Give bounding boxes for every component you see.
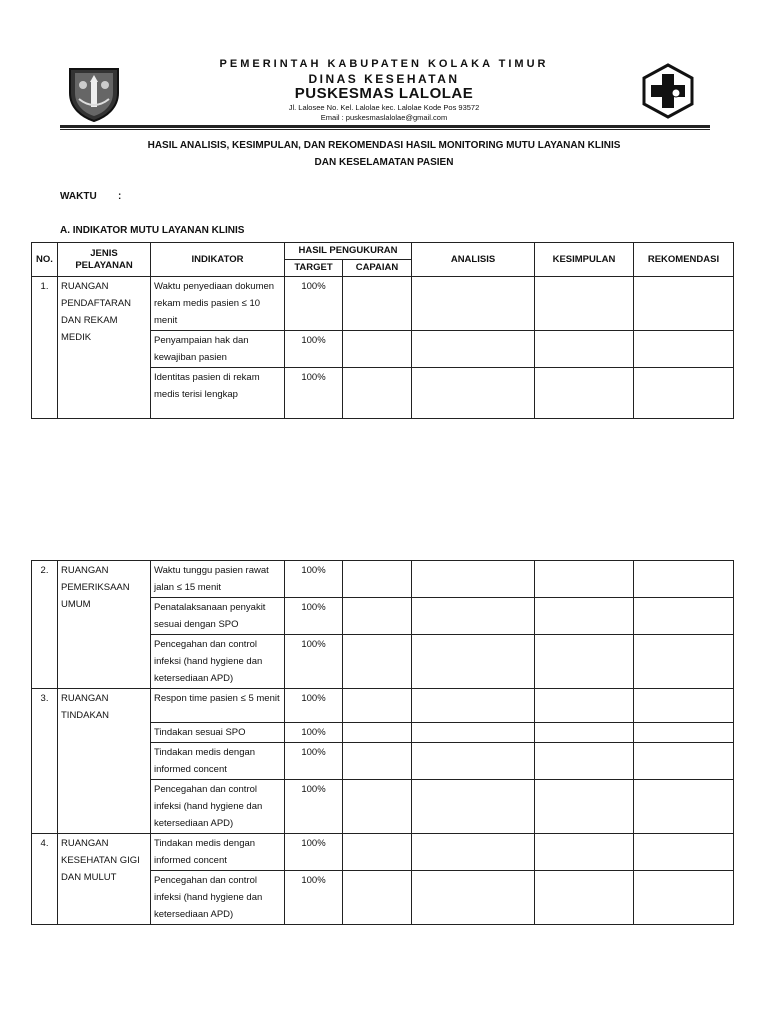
row-indikator: Pencegahan dan control infeksi (hand hygiene dan ketersediaan APD): [151, 635, 285, 689]
header-kesimpulan: KESIMPULAN: [535, 243, 634, 277]
indicator-table-part2: [31, 560, 734, 925]
row-no: 1.: [32, 277, 58, 419]
row-capaian[interactable]: [343, 723, 412, 743]
row-target: 100%: [285, 723, 343, 743]
row-kesimpulan[interactable]: [535, 635, 634, 689]
row-kesimpulan[interactable]: [535, 689, 634, 723]
row-indikator: Penatalaksanaan penyakit sesuai dengan SPO: [151, 598, 285, 635]
row-target: 100%: [285, 743, 343, 780]
row-target: 100%: [285, 368, 343, 419]
row-kesimpulan[interactable]: [535, 561, 634, 598]
row-rekomendasi[interactable]: [634, 598, 734, 635]
row-capaian[interactable]: [343, 561, 412, 598]
row-indikator: Tindakan sesuai SPO: [151, 723, 285, 743]
row-rekomendasi[interactable]: [634, 780, 734, 834]
row-kesimpulan[interactable]: [535, 598, 634, 635]
row-no: 3.: [32, 689, 58, 834]
row-indikator: Waktu penyediaan dokumen rekam medis pasien ≤ 10 menit: [151, 277, 285, 331]
row-rekomendasi[interactable]: [634, 871, 734, 925]
row-capaian[interactable]: [343, 871, 412, 925]
row-rekomendasi[interactable]: [634, 743, 734, 780]
row-target: 100%: [285, 780, 343, 834]
header-government: PEMERINTAH KABUPATEN KOLAKA TIMUR: [219, 58, 549, 70]
row-rekomendasi[interactable]: [634, 723, 734, 743]
row-target: 100%: [285, 635, 343, 689]
row-target: 100%: [285, 331, 343, 368]
row-no: 2.: [32, 561, 58, 689]
row-rekomendasi[interactable]: [634, 689, 734, 723]
row-indikator: Tindakan medis dengan informed concent: [151, 743, 285, 780]
row-target: 100%: [285, 834, 343, 871]
header-no: NO.: [32, 243, 58, 277]
header-address: Jl. Lalosee No. Kel. Lalolae kec. Lalolae Kode Pos 93572: [288, 103, 480, 112]
row-capaian[interactable]: [343, 277, 412, 331]
row-no: 4.: [32, 834, 58, 925]
row-target: 100%: [285, 598, 343, 635]
row-analisis[interactable]: [412, 871, 535, 925]
row-analisis[interactable]: [412, 834, 535, 871]
row-target: 100%: [285, 871, 343, 925]
row-kesimpulan[interactable]: [535, 723, 634, 743]
row-indikator: Penyampaian hak dan kewajiban pasien: [151, 331, 285, 368]
row-analisis[interactable]: [412, 743, 535, 780]
row-indikator: Tindakan medis dengan informed concent: [151, 834, 285, 871]
row-capaian[interactable]: [343, 780, 412, 834]
row-capaian[interactable]: [343, 834, 412, 871]
row-analisis[interactable]: [412, 331, 535, 368]
row-jenis-pelayanan: RUANGAN PENDAFTARAN DAN REKAM MEDIK: [58, 277, 151, 419]
row-indikator: Waktu tunggu pasien rawat jalan ≤ 15 menit: [151, 561, 285, 598]
row-capaian[interactable]: [343, 689, 412, 723]
indicator-table-part1: [31, 242, 734, 419]
row-kesimpulan[interactable]: [535, 277, 634, 331]
row-indikator: Identitas pasien di rekam medis terisi lengkap: [151, 368, 285, 419]
row-analisis[interactable]: [412, 598, 535, 635]
header-institution: PUSKESMAS LALOLAE: [294, 85, 474, 102]
row-kesimpulan[interactable]: [535, 780, 634, 834]
row-capaian[interactable]: [343, 368, 412, 419]
header-analisis: ANALISIS: [412, 243, 535, 277]
row-rekomendasi[interactable]: [634, 368, 734, 419]
header-rekomendasi: REKOMENDASI: [634, 243, 734, 277]
row-indikator: Respon time pasien ≤ 5 menit: [151, 689, 285, 723]
row-analisis[interactable]: [412, 561, 535, 598]
row-kesimpulan[interactable]: [535, 871, 634, 925]
waktu-label: WAKTU: [60, 191, 97, 202]
row-rekomendasi[interactable]: [634, 561, 734, 598]
header-capaian: CAPAIAN: [343, 260, 412, 277]
row-analisis[interactable]: [412, 277, 535, 331]
row-rekomendasi[interactable]: [634, 834, 734, 871]
row-rekomendasi[interactable]: [634, 331, 734, 368]
row-capaian[interactable]: [343, 331, 412, 368]
row-analisis[interactable]: [412, 689, 535, 723]
header-email: Email : puskesmaslalolae@gmail.com: [320, 113, 448, 122]
row-rekomendasi[interactable]: [634, 635, 734, 689]
row-analisis[interactable]: [412, 368, 535, 419]
letterhead-rule-thick: [60, 125, 710, 128]
row-indikator: Pencegahan dan control infeksi (hand hygiene dan ketersediaan APD): [151, 871, 285, 925]
row-jenis-pelayanan: RUANGAN PEMERIKSAAN UMUM: [58, 561, 151, 689]
row-analisis[interactable]: [412, 635, 535, 689]
row-kesimpulan[interactable]: [535, 331, 634, 368]
row-rekomendasi[interactable]: [634, 277, 734, 331]
row-jenis-pelayanan: RUANGAN TINDAKAN: [58, 689, 151, 834]
row-capaian[interactable]: [343, 598, 412, 635]
header-jenis-pelayanan: JENIS PELAYANAN: [58, 243, 151, 277]
row-target: 100%: [285, 689, 343, 723]
document-title-line2: DAN KESELAMATAN PASIEN: [314, 157, 454, 168]
waktu-colon: :: [118, 191, 122, 202]
row-target: 100%: [285, 277, 343, 331]
header-hasil-pengukuran: HASIL PENGUKURAN: [285, 243, 412, 260]
letterhead-rule-thin: [60, 129, 710, 130]
row-jenis-pelayanan: RUANGAN KESEHATAN GIGI DAN MULUT: [58, 834, 151, 925]
row-analisis[interactable]: [412, 780, 535, 834]
row-capaian[interactable]: [343, 743, 412, 780]
section-a-heading: A. INDIKATOR MUTU LAYANAN KLINIS: [60, 225, 245, 236]
row-capaian[interactable]: [343, 635, 412, 689]
row-kesimpulan[interactable]: [535, 834, 634, 871]
header-indikator: INDIKATOR: [151, 243, 285, 277]
row-indikator: Pencegahan dan control infeksi (hand hygiene dan ketersediaan APD): [151, 780, 285, 834]
row-kesimpulan[interactable]: [535, 743, 634, 780]
header-target: TARGET: [285, 260, 343, 277]
header-department: DINAS KESEHATAN: [308, 72, 460, 86]
document-title-line1: HASIL ANALISIS, KESIMPULAN, DAN REKOMENDASI HASIL MONITORING MUTU LAYANAN KLINIS: [147, 140, 621, 151]
row-kesimpulan[interactable]: [535, 368, 634, 419]
row-target: 100%: [285, 561, 343, 598]
row-analisis[interactable]: [412, 723, 535, 743]
